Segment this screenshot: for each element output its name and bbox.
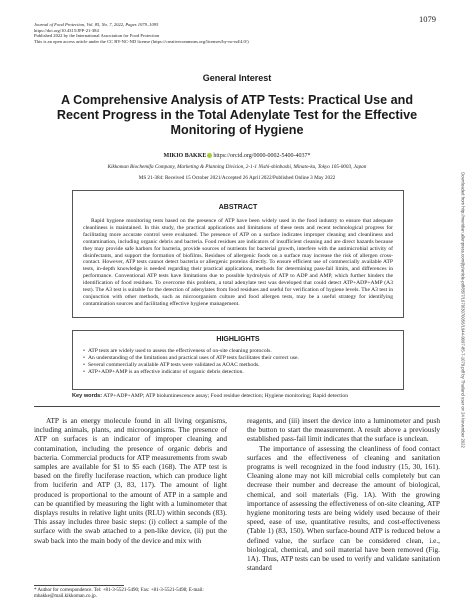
body-paragraph: reagents, and (iii) insert the device into a luminometer and push the button to start the measurement. A result above a previously established pass-fail limit indicates that the surface is unclean. xyxy=(247,416,440,444)
divider xyxy=(34,406,440,407)
author-orcid[interactable]: https://orcid.org/0000-0002-5400-4037* xyxy=(213,153,311,159)
doi-line[interactable]: https://doi.org/10.4315/JFP-21-384 xyxy=(34,27,99,33)
orcid-icon[interactable] xyxy=(207,153,212,158)
download-note: Downloaded from http://meridian.allenpress.com/jfp/article-pdf/85/7/1079/3070056/1944-9097-85-7-1079.pdf by Thailand user on 24 November 2022 xyxy=(460,172,466,448)
download-sidebar xyxy=(458,150,468,470)
body-left-column xyxy=(34,416,227,545)
body-paragraph: ATP is an energy molecule found in all living organisms, including animals, plants, and microorganisms. The presence of ATP on surfaces is an indicator of improper cleaning and contamination, including the presence of organic debris and bacteria. Commercial products for ATP measurements from swab samples are available for $1 to $5 each (168). The ATP test is based on the firefly luciferase reaction, which can produce light from luciferin and ATP (3, 83, 117). The amount of light produced is proportional to the amount of ATP in a sample and can be quantified by measuring the light with a luminometer that displays results in relative light units (RLU) within seconds (83). This assay includes three basic steps: (i) collect a sample of the surface with the swab attached to a pen-like device, (ii) put the swab back into the main body of the device and mix with xyxy=(34,416,227,545)
highlights-list xyxy=(83,348,299,376)
section-label: General Interest xyxy=(202,73,272,83)
correspondence-footnote: * Author for correspondence. Tel: +81-3-5521-5490; Fax: +81-3-5521-5498; E-mail: mbakke@mail.kikkoman.co.jp. xyxy=(34,588,204,600)
highlight-item: • ATP tests are widely used to assess the effectiveness of on-site cleaning protocols. xyxy=(83,348,299,355)
abstract-text: Rapid hygiene monitoring tests based on the presence of ATP have been widely used in the food industry to ensure that adequate cleanliness is maintained. In this study, the practical applications and limitations of these tests and recent technological progress for facilitating more accurate control were evaluated. The presence of ATP on a surface indicates improper cleaning and cleanliness and contamination, including organic debris and bacteria. Food residues are indicators of insufficient cleaning and are direct hazards because they may provide safe harbors for bacteria, provide sources of nutrients for bacterial growth, interfere with the antimicrobial activity of disinfectants, and support the formation of biofilms. Residues of allergenic foods on a surface may increase the risk of allergen cross-contact. However, ATP tests cannot detect bacteria or allergenic proteins directly. To ensure efficient use of commercially available ATP tests, in-depth knowledge is needed regarding their practical applications, methods for determining pass-fail limits, and differences in performance. Conventional ATP tests have limitations due to possible hydrolysis of ATP to ADP and AMP, which further hinders the identification of food residues. To overcome this problem, a total adenylate test was developed that could detect ATP+ADP+AMP (A3 test). The A3 test is suitable for the detection of adenylates from food residues and useful for verification of hygiene levels. The A3 test in conjunction with other methods, such as microorganism culture and food allergen tests, may be a useful strategy for identifying contamination sources and facilitating effective hygiene management. xyxy=(83,218,393,307)
journal-header xyxy=(34,22,249,44)
publisher-line: Published 2022 by the International Association for Food Protection xyxy=(34,33,160,39)
highlights-box xyxy=(72,330,404,390)
manuscript-dates: MS 21-384: Received 15 October 2021/Accepted 26 April 2022/Published Online 3 May 2022 xyxy=(138,175,336,181)
page-number: 1079 xyxy=(419,14,436,24)
highlight-item: • Several commercially available ATP tests were validated as AOAC methods. xyxy=(83,362,299,369)
body-paragraph: The importance of assessing the cleanliness of food contact surfaces and the effectiveness of cleaning and sanitation programs is well recognized in the food industry (15, 30, 161). Cleaning alone may not kill microbial cells completely but can decrease their number and decrease the amount of biological, chemical, and soil materials (Fig. 1A). With the growing importance of assessing the effectiveness of on-site cleaning, ATP hygiene monitoring tests are being widely used because of their speed, ease of use, quantitative results, and cost-effectiveness (Table 1) (83, 150). When surface-bound ATP is reduced below a defined value, the surface can be considered clean, i.e., biological, chemical, and soil material have been removed (Fig. 1A). Thus, ATP tests can be used to verify and validate sanitation standard xyxy=(247,443,440,573)
highlight-item: • An understanding of the limitations and practical uses of ATP tests facilitates their correct use. xyxy=(83,355,299,362)
journal-citation: Journal of Food Protection, Vol. 85, No. 7, 2022, Pages 1079–1095 xyxy=(34,22,159,27)
keywords xyxy=(72,393,402,400)
license-line[interactable]: This is an open access article under the CC BY-NC-ND license (https://creativecommons.org/licenses/by-nc-nd/4.0/) xyxy=(34,38,249,44)
author-line xyxy=(0,153,474,159)
abstract-box xyxy=(72,190,404,318)
keywords-text: ATP+ADP+AMP; ATP bioluminescence assay; Food residue detection; Hygiene monitoring; Rapid detection xyxy=(103,393,348,399)
highlights-heading: HIGHLIGHTS xyxy=(216,336,260,343)
keywords-label: Key words: xyxy=(72,393,103,399)
abstract-heading: ABSTRACT xyxy=(218,204,258,211)
footnote-rule xyxy=(34,585,124,586)
affiliation: Kikkoman Biochemifa Company, Marketing & Planning Division, 2-1-1 Nishi-shinbashi, Minato-ku, Tokyo 105-0003, Japan xyxy=(107,164,367,170)
author-name: MIKIO BAKKE xyxy=(163,153,207,159)
article-title: A Comprehensive Analysis of ATP Tests: Practical Use and Recent Progress in the Total Adenylate Test for the Effective Monitoring of Hygiene xyxy=(56,93,418,137)
highlight-item: • ATP+ADP+AMP is an effective indicator of organic debris detection. xyxy=(83,369,299,376)
body-right-column xyxy=(247,416,440,572)
